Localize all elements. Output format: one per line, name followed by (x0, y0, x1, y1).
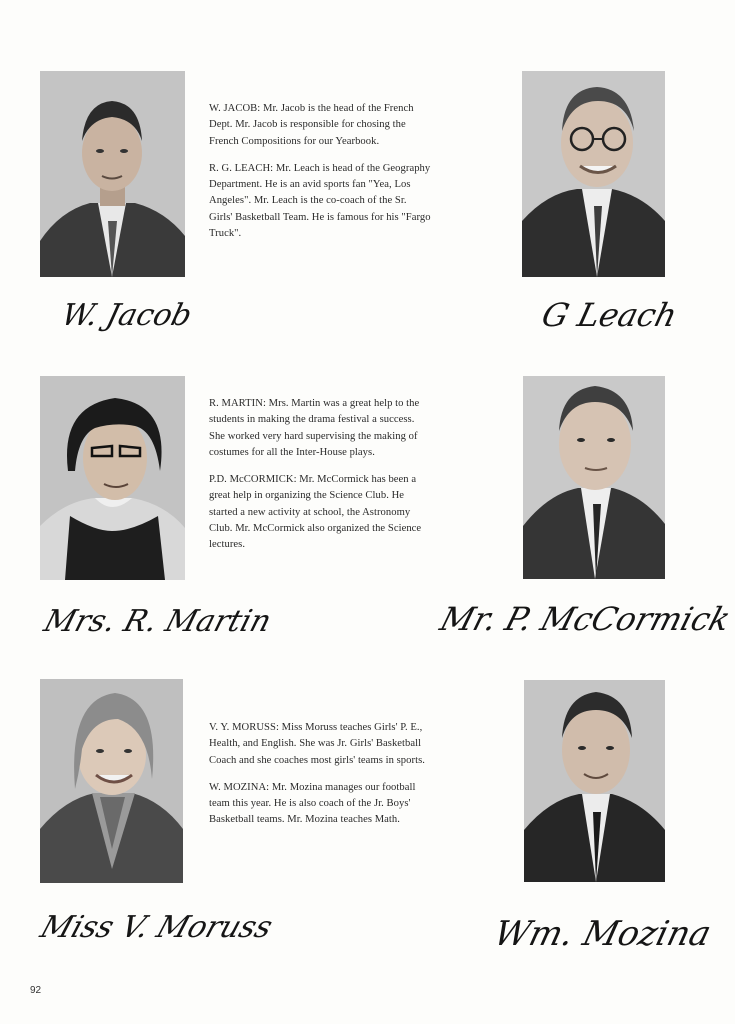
bio-v-moruss (209, 720, 509, 840)
signature-moruss: Miss V. Moruss (36, 910, 277, 945)
bio-text: V. Y. MORUSS: Miss Moruss teaches Girls' P. E., Health, and English. She was Jr. Girls' Basketball Coach and she coaches most girls' teams in sports. (209, 722, 425, 766)
bio-text: W. MOZINA: Mr. Mozina manages our football team this year. He is also coach of the Jr. Boys' Basketball teams. Mr. Mozina teaches Math. (209, 781, 416, 826)
bio-text: P.D. McCORMICK: Mr. McCormick has been a great help in organizing the Science Club. He started a new activity at school, the Astronomy Club. Mr. McCormick also organized the Science lectures. (209, 474, 422, 551)
bio-text: R. MARTIN: Mrs. Martin was a great help to the students in making the drama festival a success. She worked very hard supervising the making of costumes for all the Inter-House plays. (209, 398, 420, 458)
portrait-w-jacob (40, 71, 185, 277)
signature-jacob: W. Jacob (58, 298, 196, 333)
page-number: 92 (30, 985, 42, 996)
portrait-r-martin (40, 376, 185, 580)
signature-mozina: Wm. Mozina (490, 914, 716, 954)
bio-r-martin (209, 396, 509, 565)
bio-text: W. JACOB: Mr. Jacob is the head of the French Dept. Mr. Jacob is responsible for chosing the French Compositions for our Yearbook. (209, 103, 414, 147)
signature-martin: Mrs. R. Martin (40, 604, 276, 639)
portrait-w-mozina (524, 680, 665, 882)
signature-leach: G Leach (538, 296, 682, 334)
portrait-g-leach (522, 71, 665, 277)
signature-mccormick: Mr. P. McCormick (436, 600, 735, 638)
portrait-p-mccormick (523, 376, 665, 579)
bio-text: R. G. LEACH: Mr. Leach is head of the Geography Department. He is an avid sports fan "Yea, Los Angeles". Mr. Leach is the co-coach of the Sr. Girls' Basketball Team. He is famous for his "Fargo Truck". (209, 162, 431, 240)
portrait-v-moruss (40, 679, 183, 883)
bio-w-jacob (209, 101, 509, 253)
